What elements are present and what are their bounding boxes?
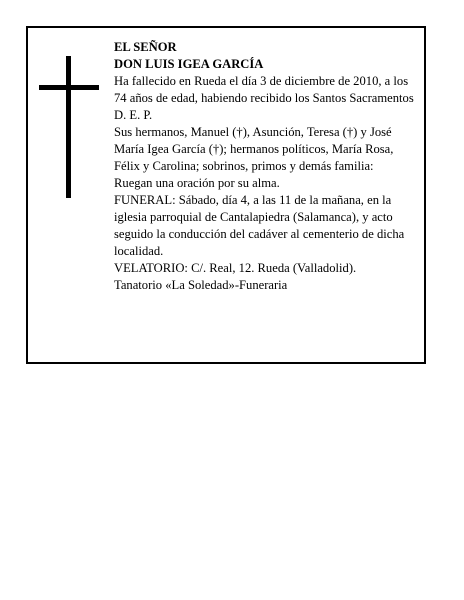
rip-text: D. E. P.	[114, 108, 153, 122]
notice-text	[114, 39, 420, 294]
cross-icon	[39, 56, 99, 198]
obituary-notice	[26, 26, 426, 364]
wake-info: VELATORIO: C/. Real, 12. Rueda (Valladolid).	[114, 261, 357, 275]
family-text: Sus hermanos, Manuel (†), Asunción, Teresa (†) y José María Igea García (†); hermanos políticos, María Rosa, Félix y Carolina; sobrinos, primos y demás familia:	[114, 125, 394, 173]
prayer-text: Ruegan una oración por su alma.	[114, 176, 280, 190]
heading-line1: EL SEÑOR	[114, 40, 177, 54]
cross-horizontal-bar	[39, 85, 99, 90]
cross-vertical-bar	[66, 56, 71, 198]
funeral-home: Tanatorio «La Soledad»-Funeraria	[114, 278, 288, 292]
deceased-name: DON LUIS IGEA GARCÍA	[114, 57, 264, 71]
funeral-info: FUNERAL: Sábado, día 4, a las 11 de la mañana, en la iglesia parroquial de Cantalapiedra (Salamanca), y acto seguido la conducción del cadáver al cementerio de dicha localidad.	[114, 193, 405, 258]
death-info: Ha fallecido en Rueda el día 3 de diciembre de 2010, a los 74 años de edad, habiendo recibido los Santos Sacramentos	[114, 74, 414, 105]
